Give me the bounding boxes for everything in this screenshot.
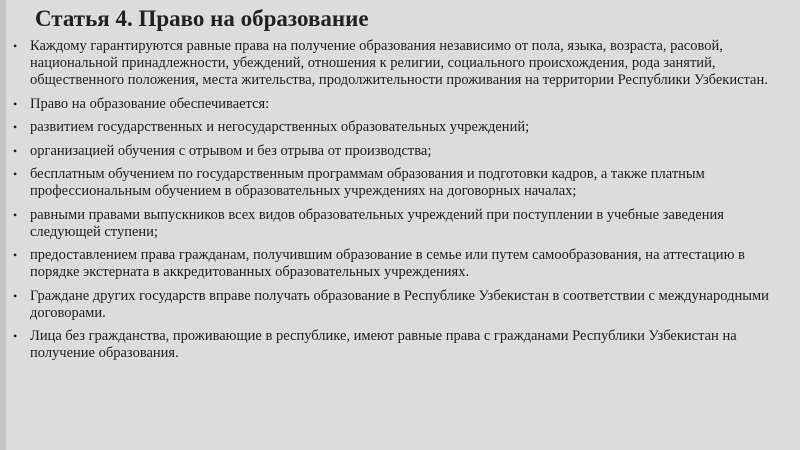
list-item [9, 328, 797, 362]
bullet-marker: • [13, 96, 18, 111]
bullet-marker: • [13, 167, 18, 181]
list-item [9, 166, 797, 200]
list-item-text: Граждане других государств вправе получать образование в Республике Узбекистан в соответствии с международными договорами. [30, 287, 769, 321]
bullet-marker: • [13, 120, 18, 134]
bullet-marker: • [13, 207, 18, 222]
list-item-text: Право на образование обеспечивается: [30, 95, 270, 112]
list-item [9, 119, 797, 136]
list-item [9, 38, 797, 89]
bullet-marker: • [13, 248, 18, 262]
bullet-marker: • [13, 39, 18, 53]
list-item [9, 247, 797, 281]
list-item-text: предоставлением права гражданам, получившим образование в семье или путем самообразования, на аттестацию в порядке экстерната в аккредитованных образовательных учреждениях. [30, 247, 745, 280]
bullet-marker: • [13, 329, 18, 343]
list-item [9, 96, 797, 113]
list-item [9, 143, 797, 160]
list-item-text: организацией обучения с отрывом и без отрыва от производства; [30, 142, 432, 159]
list-item [9, 207, 797, 241]
list-item [9, 288, 797, 322]
list-item-text: развитием государственных и негосударственных образовательных учреждений; [30, 119, 530, 135]
bullet-marker: • [13, 288, 18, 303]
list-item-text: равными правами выпускников всех видов образовательных учреждений при поступлении в учебные заведения следующей ступени; [30, 206, 724, 240]
bullet-marker: • [13, 143, 18, 158]
bullet-list [9, 38, 797, 369]
list-item-text: бесплатным обучением по государственным программам образования и подготовки кадров, а также платным профессиональным обучением в образовательных учреждениях на договорных началах; [30, 166, 705, 199]
list-item-text: Каждому гарантируются равные права на получение образования независимо от пола, языка, возраста, расовой, национальной принадлежности, убеждений, отношения к религии, социального происхождения, рода занятий, общественного положения, места жительства, продолжительности проживания на территории Республики Узбекистан. [30, 38, 768, 88]
list-item-text: Лица без гражданства, проживающие в республике, имеют равные права с гражданами Республики Узбекистан на получение образования. [30, 328, 737, 361]
slide-title: Статья 4. Право на образование [35, 6, 369, 31]
